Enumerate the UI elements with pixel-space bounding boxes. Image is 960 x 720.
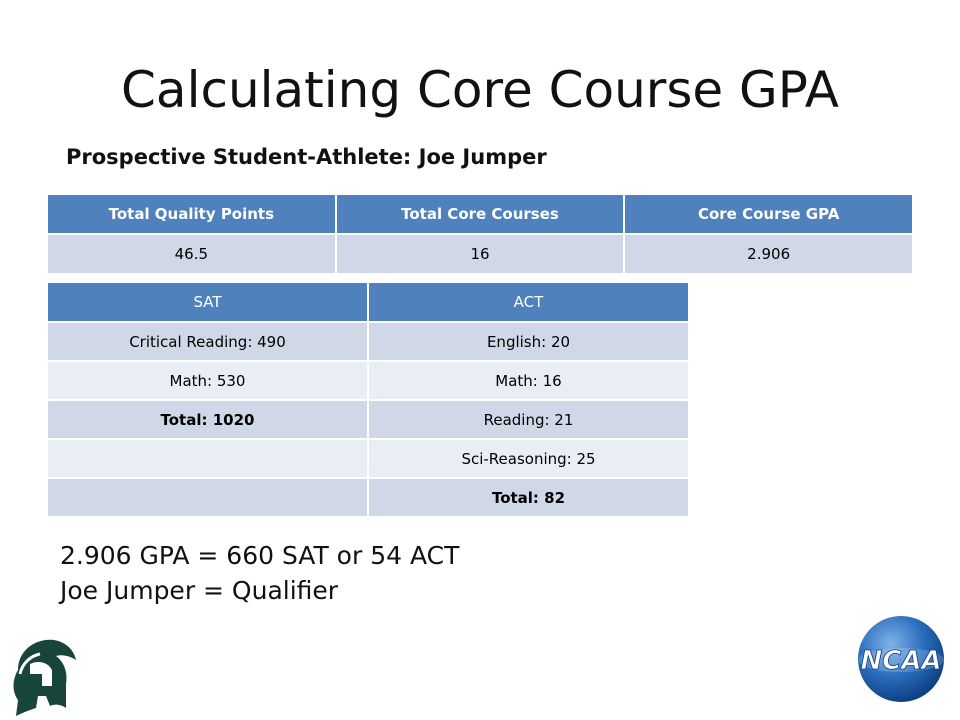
table-row bbox=[47, 439, 689, 478]
test-score-table bbox=[46, 281, 690, 518]
sat-cell: Critical Reading: 490 bbox=[47, 322, 368, 361]
gpa-table-header-row bbox=[47, 194, 913, 234]
act-cell: English: 20 bbox=[368, 322, 689, 361]
gpa-table-row bbox=[47, 234, 913, 274]
sat-total-cell: Total: 1020 bbox=[47, 400, 368, 439]
test-table-header-row bbox=[47, 282, 689, 322]
cell-total-quality-points: 46.5 bbox=[47, 234, 336, 274]
result-text bbox=[60, 538, 459, 608]
ncaa-logo-text: NCAA bbox=[860, 646, 942, 676]
result-line-equivalence: 2.906 GPA = 660 SAT or 54 ACT bbox=[60, 541, 460, 570]
header-core-course-gpa: Core Course GPA bbox=[624, 194, 913, 234]
cell-total-core-courses: 16 bbox=[336, 234, 625, 274]
sat-cell bbox=[47, 439, 368, 478]
header-total-core-courses: Total Core Courses bbox=[336, 194, 625, 234]
table-row bbox=[47, 478, 689, 517]
table-row bbox=[47, 322, 689, 361]
sat-cell: Math: 530 bbox=[47, 361, 368, 400]
header-act: ACT bbox=[368, 282, 689, 322]
header-sat: SAT bbox=[47, 282, 368, 322]
slide-title: Calculating Core Course GPA bbox=[121, 61, 839, 119]
act-cell: Sci-Reasoning: 25 bbox=[368, 439, 689, 478]
ncaa-logo-icon bbox=[856, 614, 946, 704]
sat-cell bbox=[47, 478, 368, 517]
act-cell: Reading: 21 bbox=[368, 400, 689, 439]
result-line-status: Joe Jumper = Qualifier bbox=[60, 576, 339, 605]
act-cell: Math: 16 bbox=[368, 361, 689, 400]
gpa-table bbox=[46, 193, 914, 275]
cell-core-course-gpa: 2.906 bbox=[624, 234, 913, 274]
slide-subtitle: Prospective Student-Athlete: Joe Jumper bbox=[66, 145, 547, 169]
table-row bbox=[47, 361, 689, 400]
act-total-cell: Total: 82 bbox=[368, 478, 689, 517]
table-row bbox=[47, 400, 689, 439]
spartan-helmet-icon bbox=[8, 634, 78, 718]
header-total-quality-points: Total Quality Points bbox=[47, 194, 336, 234]
